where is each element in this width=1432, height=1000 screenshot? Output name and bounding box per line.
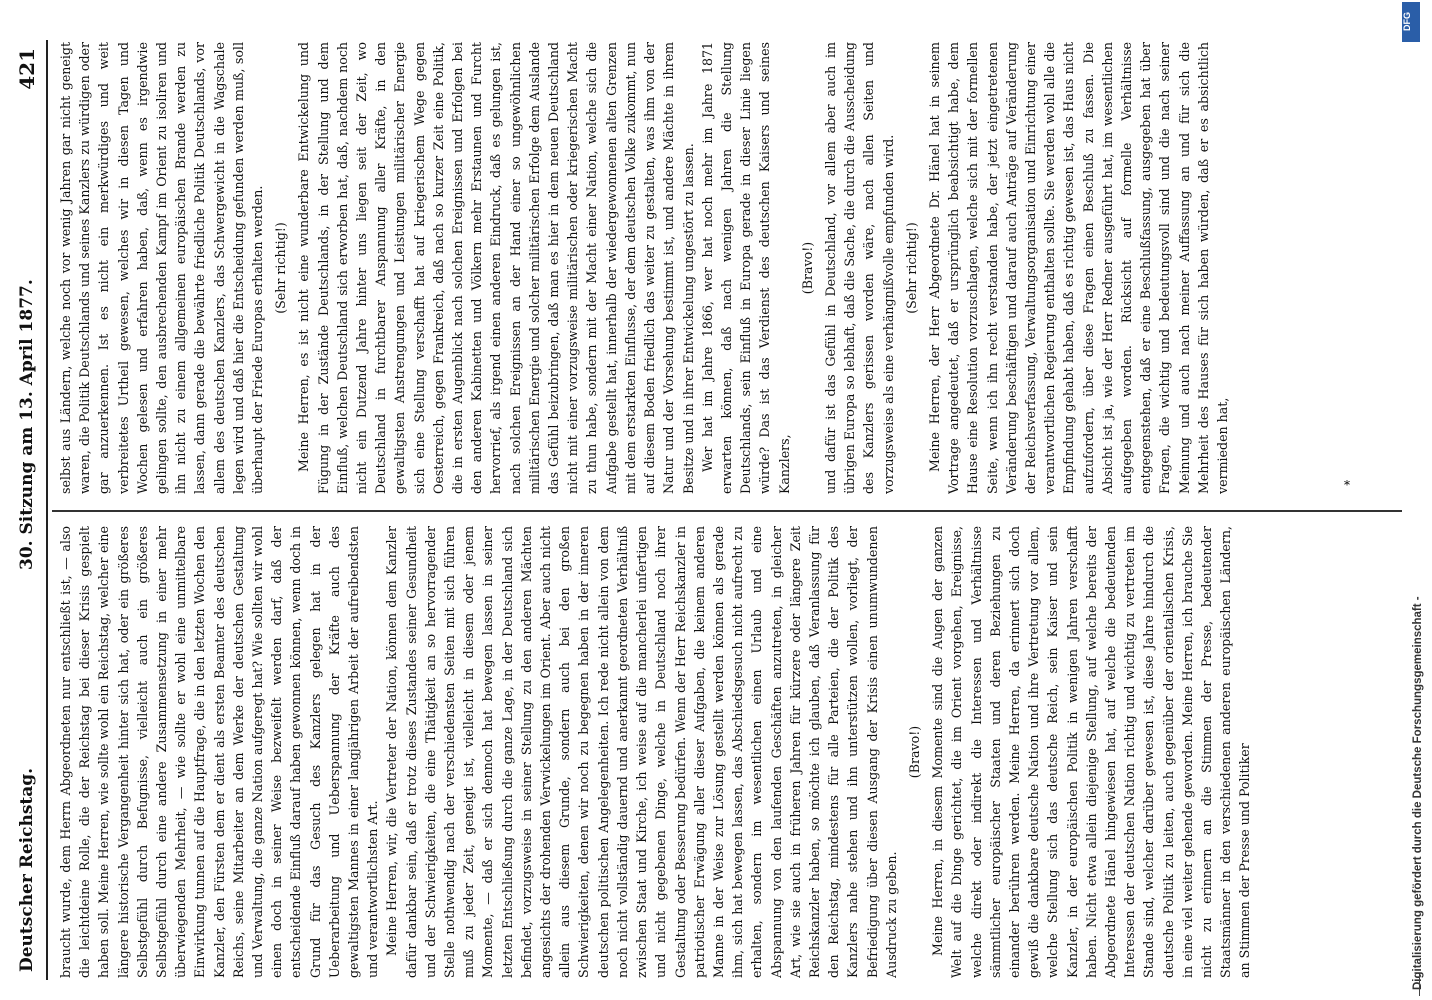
- interjection: (Bravo!): [906, 725, 922, 779]
- digitization-credit: [1402, 0, 1424, 1000]
- page-number: 421: [15, 48, 39, 90]
- column-divider: [52, 511, 1402, 513]
- credit-text: Digitalisierung gefördert durch die Deutsche Forschungsgemeinschaft -: [1412, 596, 1424, 990]
- paragraph: Meine Herren, es ist nicht eine wunderbare Entwickelung und Fügung in der Zustände Deutschlands, in der Stellung und dem Einfluß, welchen Deutschland sich erworben hat, daß, nachdem noch nicht ein Dutzend Jahre hinter uns liegen seit der Zeit, wo Deutschland in furchtbarer Anspannung aller Kräfte, in den gewaltigsten Anstrengungen und Leistungen militärischer Energie sich eine Stellung verschafft hat auf kriegerischem Wege gegen Oesterreich, gegen Frankreich, daß nach so kurzer Zeit eine Politik, die in ersten Augenblick nach solchen Ereignissen und Erfolgen bei den anderen Kabinetten und Völkern mehr Erstaunen und Furcht hervorrief, als irgend einen anderen Eindruck, daß es gelungen ist, nach solchen Ereignissen an der Hand einer so ungewöhnlichen militärischen Energie und solcher militärischen Erfolge dem Auslande das Gefühl beizubringen, daß man es hier in dem neuen Deutschland nicht mit einer vorzugsweise militärischen oder kriegerischen Macht zu thun habe, sondern mit der Macht einer Nation, welche sich die Aufgabe gestellt hat, innerhalb der wiedergewonnenen alten Grenzen mit dem erstarkten Einflusse, der dem deutschen Volke zukommt, nun auf diesem Boden friedlich das weiter zu gestalten, was ihm von der Natur und der Vorsehung bestimmt ist, und andere Mächte in ihrem Besitze und in ihrer Entwickelung ungestört zu lassen.: [296, 42, 696, 494]
- header-rule: [46, 40, 48, 980]
- session-title: 30. Sitzung am 13. April 1877.: [17, 279, 37, 570]
- right-column: [56, 42, 1396, 494]
- asterisk-mark: *: [1344, 478, 1350, 492]
- left-column: [56, 526, 1396, 978]
- page-header: [15, 40, 43, 980]
- paragraph: Meine Herren, der Herr Abgeordnete Dr. Hänel hat in seinem Vortrage angedeutet, daß er ursprünglich beabsichtigt habe, dem Hause eine Resolution vorzuschlagen, welche sich mit der formellen Seite, wenn ich ihn recht verstanden habe, der jetzt eingetretenen Veränderung beschäftigen und darauf auch Anträge auf Veränderung der Reichsverfassung, Verwaltungsorganisation und Einrichtung einer verantwortlichen Regierung enthalten sollte. Sie werden wohl alle die Empfindung gehabt haben, daß es richtig gewesen ist, das Haus nicht aufzufordern, über diese Fragen einen Beschluß zu fassen. Die Absicht ist ja, wie der Herr Redner ausgeführt hat, im wesentlichen aufgegeben worden. Rücksicht auf formelle Verhältnisse entgegenstehen, daß er eine Beschlußfassung, ausgegeben hat über Fragen, die wichtig und bedeutungsvoll sind und die nach seiner Meinung und auch nach meiner Auffassung an und für sich die Mehrheit des Hauses für sich haben würden, daß er es absichtlich vermieden hat,: [926, 42, 1230, 494]
- dfg-logo: DFG: [1402, 2, 1420, 42]
- paragraph: Meine Herren, wir, die Vertreter der Nation, können dem Kanzler dafür dankbar sein, daß er trotz dieses Zustandes seiner Gesundheit und der Schwierigkeiten, die eine Thätigkeit an so hervorragender Stelle nothwendig nach der verschiedensten Seiten mit sich führen muß zu jeder Zeit, geneigt ist, vielleicht in diesem oder jenem Momente, — daß er sich dennoch hat bewegen lassen in seiner letzten Entschließung durch die ganze Lage, in der Deutschland sich befindet, vorzugsweise in seiner Stellung zu den anderen Mächten angesichts der drohenden Verwickelungen im Orient. Aber auch nicht allein aus diesem Grunde, sondern auch bei den großen Schwierigkeiten, denen wir noch zu begegnen haben in der inneren deutschen politischen Angelegenheiten. Ich rede nicht allein von dem noch nicht vollständig dauernd und anerkannt geordneten Verhältniß zwischen Staat und Kirche, ich weise auf die mancherlei unfertigen und nicht gegebenen Dinge, welche in Deutschland noch ihrer Gestaltung oder Besserung bedürfen. Wenn der Herr Reichskanzler in patriotischer Erwägung aller dieser Aufgaben, die keinem anderen Manne in der Weise zur Lösung gestellt werden können als gerade ihm, sich hat bewegen lassen, das Abschiedsgesuch nicht aufrecht zu erhalten, sondern im wesentlichen einen Urlaub und eine Abspannung von den laufenden Geschäften anzutreten, in gleicher Art, wie sie auch in früheren Jahren für kürzere oder längere Zeit Reichskanzler haben, so möchte ich glauben, daß Veranlassung für den Reichstag, mindestens für alle Parteien, die der Politik des Kanzlers nahe stehen und ihn unterstützen wollen, vorliegt, der Befriedigung über diesen Ausgang der Krisis einen unumwundenen Ausdruck zu geben.: [384, 526, 899, 978]
- paragraph: und dafür ist das Gefühl in Deutschland, vor allem aber auch im übrigen Europa so lebhaft, daß die Sache, die durch die Ausscheidung des Kanzlers gerissen worden wäre, nach allen Seiten und vorzugsweise als eine verhängnißvolle empfunden wird.: [822, 42, 896, 494]
- interjection: (Bravo!): [799, 241, 815, 295]
- page-corner-mark: [1419, 974, 1430, 996]
- interjection: (Sehr richtig!): [903, 222, 919, 314]
- paragraph: selbst aus Ländern, welche noch vor wenig Jahren gar nicht geneigt waren, die Politik Deutschlands und seines Kanzlers zu würdigen oder gar anzuerkennen. Ist es nicht ein merkwürdiges und weit verbreitetes Urtheil gewesen, welches wir in diesen Tagen und Wochen gelesen und erfahren haben, daß, wenn es irgendwie gelingen sollte, den ausbrechenden Kampf im Orient zu isoliren und ihn nicht zu einem allgemeinen europäischen Brande werden zu lassen, dann gerade die bewährte friedliche Politik Deutschlands, vor allem des deutschen Kanzlers, das Schwergewicht in die Wagschale legen wird und daß hier die Entscheidung gefunden werden muß, soll überhaupt der Friede Europas erhalten werden.: [58, 42, 266, 494]
- paragraph: Meine Herren, in diesem Momente sind die Augen der ganzen Welt auf die Dinge gerichtet, die im Orient vorgehen, Ereignisse, welche direkt oder indirekt die Interessen und Verhältnisse sämmtlicher europäischer Staaten und deren Beziehungen zu einander berühren werden. Meine Herren, da erinnert sich doch gewiß die dankbare deutsche Nation und ihre Vertretung vor allem, welche Stellung sich das deutsche Reich, sein Kaiser und sein Kanzler, in der europäischen Politik in wenigen Jahren verschafft haben. Nicht etwa allein diejenige Stellung, auf welche bereits der Abgeordnete Hänel hingewiesen hat, auf welche die bedeutenden Interessen der deutschen Nation richtig und wichtig zu vertreten im Stande sind, welcher darüber gewesen ist, diese Jahre hindurch die deutsche Politik zu leiten, auch gegenüber der orientalischen Krisis, in eine viel weiter gehende geworden. Meine Herren, ich brauche Sie nicht zu erinnern an die Stimmen der Presse, bedeutender Staatsmänner in den verschiedenen anderen europäischen Ländern, an Stimmen der Presse und Politiker: [930, 526, 1253, 978]
- paragraph: braucht wurde, dem Herrn Abgeordneten nur entschließt ist, — also die leichtdeine Rolle, die der Reichstag bei dieser Krisis gespielt haben soll. Meine Herren, wie sollte wohl ein Reichstag, welcher eine längere historische Vergangenheit hinter sich hat, oder ein größeres Selbstgefühl durch Befugnisse, vielleicht auch ein größeres Selbstgefühl durch eine andere Zusammensetzung in einer mehr überwiegenden Mehrheit, — wie sollte er wohl eine unmittelbare Einwirkung tunnen auf die Hauptfrage, die in den letzten Wochen den Kanzler, den Fürsten dem er dient als ersten Beamter des deutschen Reichs, seine Mitarbeiter an dem Werke der deutschen Gestaltung und Verwaltung, die ganze Nation aufgeregt hat? Wie sollten wir wohl einen doch in seiner Weise bezweifelt werden darf, daß der entscheidende Einfluß darauf haben gewonnen können, wenn doch in Grund für das Gesuch des Kanzlers gelegen hat in der Ueberarbeitung und Ueberspannung der Kräfte auch des gewaltigsten Mannes in einer langjährigen Arbeit der aufreibendsten und verantwortlichsten Art.: [58, 526, 381, 978]
- interjection: (Sehr richtig!): [273, 222, 289, 314]
- paragraph: Wer hat im Jahre 1866, wer hat noch mehr im Jahre 1871 erwarten können, daß nach wenigen Jahren die Stellung Deutschlands, sein Einfluß in Europa gerade in dieser Linie liegen würde? Das ist das Verdienst des deutschen Kaisers und seines Kanzlers,: [699, 42, 792, 494]
- publication-title: Deutscher Reichstag.: [17, 767, 37, 972]
